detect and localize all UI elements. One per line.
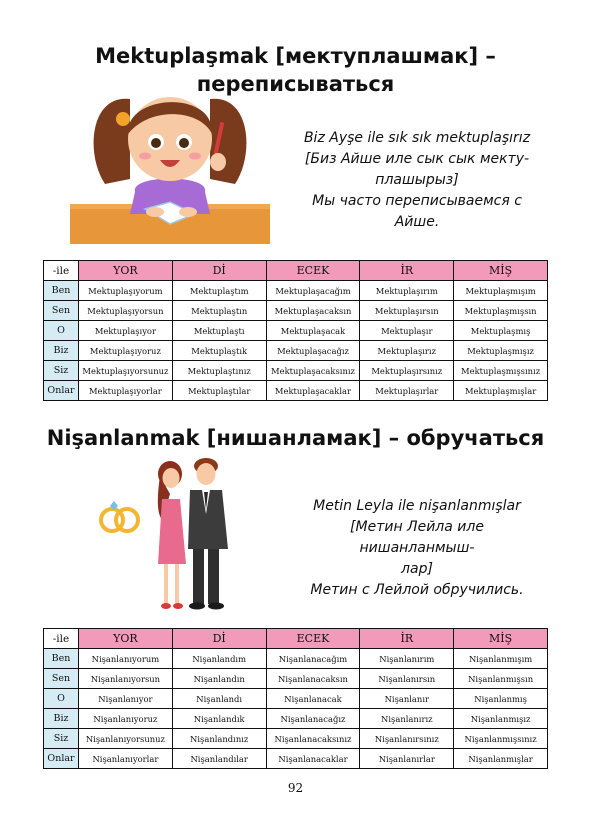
table-cell: Mektuplaşıyorlar bbox=[79, 381, 173, 401]
table-cell: Nişanlandı bbox=[172, 689, 266, 709]
table-cell: Nişanlanmışsınız bbox=[454, 729, 548, 749]
table-cell: Nişanlanmışız bbox=[454, 709, 548, 729]
header-cell: -ile bbox=[44, 629, 79, 649]
table-cell: Nişanlanır bbox=[360, 689, 454, 709]
table-cell: Nişanlanıyor bbox=[79, 689, 173, 709]
table-cell: Mektuplaşmışlar bbox=[454, 381, 548, 401]
girl-writing-illustration bbox=[70, 84, 270, 244]
table-cell: Mektuplaşacak bbox=[266, 321, 360, 341]
section2-example bbox=[292, 496, 542, 601]
conjugation-table-nisanlanmak bbox=[43, 628, 548, 769]
table-cell: Nişanlanacağız bbox=[266, 709, 360, 729]
example-line: [Биз Айше иле сык сык мекту- bbox=[304, 151, 530, 167]
table-cell: Nişanlanırlar bbox=[360, 749, 454, 769]
header-cell: YOR bbox=[79, 629, 173, 649]
table-cell: Nişanlanırız bbox=[360, 709, 454, 729]
header-cell: YOR bbox=[79, 261, 173, 281]
table-cell: Nişanlanmışsın bbox=[454, 669, 548, 689]
header-cell: İR bbox=[360, 629, 454, 649]
table-cell: Nişanlanacaksınız bbox=[266, 729, 360, 749]
header-cell: İR bbox=[360, 261, 454, 281]
pronoun-cell: O bbox=[44, 689, 79, 709]
table-cell: Nişanlandım bbox=[172, 649, 266, 669]
table-cell: Mektuplaşacağım bbox=[266, 281, 360, 301]
table-cell: Mektuplaşırlar bbox=[360, 381, 454, 401]
table-cell: Mektuplaşırsın bbox=[360, 301, 454, 321]
header-cell: MİŞ bbox=[454, 261, 548, 281]
table-row bbox=[44, 301, 548, 321]
table-cell: Mektuplaşacağız bbox=[266, 341, 360, 361]
table-row bbox=[44, 361, 548, 381]
pronoun-cell: Ben bbox=[44, 281, 79, 301]
table-cell: Nişanlanacak bbox=[266, 689, 360, 709]
table-cell: Mektuplaştık bbox=[172, 341, 266, 361]
table-cell: Mektuplaşacaksınız bbox=[266, 361, 360, 381]
table-cell: Nişanlanmışım bbox=[454, 649, 548, 669]
table-cell: Mektuplaşıyorsunuz bbox=[79, 361, 173, 381]
table-cell: Mektuplaştım bbox=[172, 281, 266, 301]
table-cell: Mektuplaştınız bbox=[172, 361, 266, 381]
table-row bbox=[44, 749, 548, 769]
section2-title-line1: Nişanlanmak [нишанламак] – обручаться bbox=[46, 426, 545, 450]
pronoun-cell: Onlar bbox=[44, 749, 79, 769]
table-cell: Nişanlanıyorsun bbox=[79, 669, 173, 689]
table-row bbox=[44, 321, 548, 341]
table-cell: Nişanlandın bbox=[172, 669, 266, 689]
example-line: Metin Leyla ile nişanlanmışlar bbox=[313, 498, 521, 514]
table-cell: Nişanlanıyoruz bbox=[79, 709, 173, 729]
table-cell: Mektuplaşmışsınız bbox=[454, 361, 548, 381]
table-cell: Nişanlanmışlar bbox=[454, 749, 548, 769]
engaged-couple-illustration bbox=[98, 454, 243, 614]
wedding-rings-icon bbox=[101, 501, 138, 531]
header-cell: MİŞ bbox=[454, 629, 548, 649]
section2-title bbox=[0, 424, 591, 452]
table-cell: Mektuplaşmışım bbox=[454, 281, 548, 301]
table-cell: Mektuplaşırsınız bbox=[360, 361, 454, 381]
table-cell: Mektuplaşmışsın bbox=[454, 301, 548, 321]
pronoun-cell: Ben bbox=[44, 649, 79, 669]
example-line: плашырыз] bbox=[375, 172, 459, 188]
example-line: Biz Ayşe ile sık sık mektuplaşırız bbox=[303, 130, 531, 146]
header-cell: ECEK bbox=[266, 261, 360, 281]
table-row bbox=[44, 729, 548, 749]
table-cell: Mektuplaşır bbox=[360, 321, 454, 341]
pronoun-cell: Sen bbox=[44, 301, 79, 321]
table-cell: Nişanlanacaklar bbox=[266, 749, 360, 769]
table-cell: Nişanlanıyorsunuz bbox=[79, 729, 173, 749]
pronoun-cell: Onlar bbox=[44, 381, 79, 401]
pronoun-cell: Sen bbox=[44, 669, 79, 689]
table-cell: Nişanlanırım bbox=[360, 649, 454, 669]
table-cell: Nişanlanacaksın bbox=[266, 669, 360, 689]
table-cell: Mektuplaşıyoruz bbox=[79, 341, 173, 361]
page-number: 92 bbox=[287, 781, 304, 795]
section1-title-line2: переписываться bbox=[196, 72, 395, 96]
pronoun-cell: Siz bbox=[44, 361, 79, 381]
table-row bbox=[44, 281, 548, 301]
example-line: Мы часто переписываемся с Айше. bbox=[312, 193, 522, 230]
pronoun-cell: Biz bbox=[44, 341, 79, 361]
section1-example bbox=[292, 128, 542, 233]
table-cell: Mektuplaştılar bbox=[172, 381, 266, 401]
header-cell: Dİ bbox=[172, 629, 266, 649]
header-cell: ECEK bbox=[266, 629, 360, 649]
table-row bbox=[44, 689, 548, 709]
table-cell: Mektuplaşacaksın bbox=[266, 301, 360, 321]
pronoun-cell: O bbox=[44, 321, 79, 341]
table-cell: Mektuplaşacaklar bbox=[266, 381, 360, 401]
table-row bbox=[44, 341, 548, 361]
pronoun-cell: Biz bbox=[44, 709, 79, 729]
table-cell: Nişanlandık bbox=[172, 709, 266, 729]
example-line: лар] bbox=[401, 561, 433, 577]
table-cell: Nişanlanırsın bbox=[360, 669, 454, 689]
table-cell: Nişanlanacağım bbox=[266, 649, 360, 669]
table-cell: Mektuplaşıyorum bbox=[79, 281, 173, 301]
table-header-row bbox=[44, 261, 548, 281]
table-row bbox=[44, 709, 548, 729]
table-cell: Mektuplaştı bbox=[172, 321, 266, 341]
table-cell: Nişanlanıyorlar bbox=[79, 749, 173, 769]
table-cell: Mektuplaşırım bbox=[360, 281, 454, 301]
table-header-row bbox=[44, 629, 548, 649]
example-line: Метин с Лейлой обручились. bbox=[310, 582, 524, 598]
table-cell: Mektuplaşmış bbox=[454, 321, 548, 341]
table-row bbox=[44, 669, 548, 689]
table-cell: Mektuplaşıyorsun bbox=[79, 301, 173, 321]
pronoun-cell: Siz bbox=[44, 729, 79, 749]
header-cell: -ile bbox=[44, 261, 79, 281]
table-cell: Mektuplaştın bbox=[172, 301, 266, 321]
table-cell: Mektuplaşmışız bbox=[454, 341, 548, 361]
table-row bbox=[44, 381, 548, 401]
table-cell: Mektuplaşıyor bbox=[79, 321, 173, 341]
table-cell: Nişanlanmış bbox=[454, 689, 548, 709]
table-cell: Mektuplaşırız bbox=[360, 341, 454, 361]
header-cell: Dİ bbox=[172, 261, 266, 281]
table-cell: Nişanlanıyorum bbox=[79, 649, 173, 669]
table-cell: Nişanlandılar bbox=[172, 749, 266, 769]
section1-title-line1: Mektuplaşmak [мектуплашмак] – bbox=[95, 44, 496, 68]
table-cell: Nişanlandınız bbox=[172, 729, 266, 749]
table-cell: Nişanlanırsınız bbox=[360, 729, 454, 749]
table-row bbox=[44, 649, 548, 669]
example-line: [Метин Лейла иле нишанланмыш- bbox=[350, 519, 484, 556]
conjugation-table-mektuplasmak bbox=[43, 260, 548, 401]
